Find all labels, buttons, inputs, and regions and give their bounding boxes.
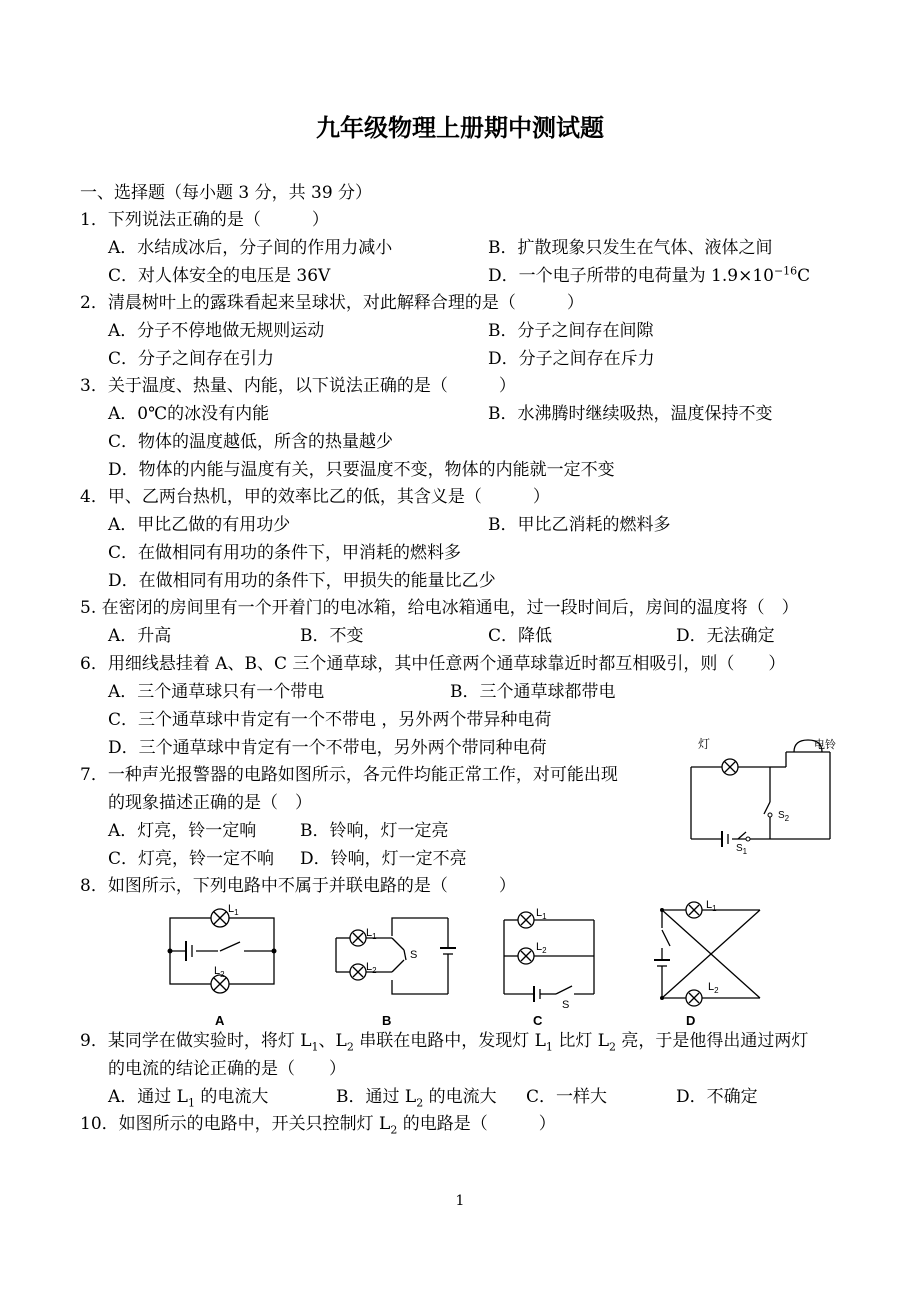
q3-option-b: B．水沸腾时继续吸热，温度保持不变 [488,404,773,424]
fig7-s1-label: $S_1$ [736,843,748,856]
b-switch-label: S [410,949,418,961]
q5-option-d: D．无法确定 [676,626,775,646]
q4-option-b: B．甲比乙消耗的燃料多 [488,515,671,535]
page-title: 九年级物理上册期中测试题 [316,114,604,142]
q5-option-c: C．降低 [488,626,553,646]
q3-option-c: C．物体的温度越低，所含的热量越少 [108,432,394,452]
q1-option-a: A．水结成冰后，分子间的作用力减小 [108,238,393,258]
a-l2-label: $L_2$ [214,965,225,979]
q10-stem: 10．如图所示的电路中，开关只控制灯 $L_2$ 的电路是（ ） [80,1114,556,1137]
q1-option-d: D．一个电子所带的电荷量为 $1.9\times 10^{-16}C$ [488,264,811,286]
q1-option-b: B．扩散现象只发生在气体、液体之间 [488,238,773,258]
q2-option-d: D．分子之间存在斥力 [488,349,655,369]
circuit-a [170,909,274,993]
q2-option-b: B．分子之间存在间隙 [488,321,654,341]
q9-stem-continued: 的电流的结论正确的是（ ） [108,1059,346,1079]
q6-option-d: D．三个通草球中肯定有一个不带电，另外两个带同种电荷 [108,738,547,758]
q3-option-a: A．0℃的冰没有内能 [108,404,270,424]
label-b: B [382,1013,392,1028]
q6-stem: 6．用细线悬挂着 A、B、C 三个通草球，其中任意两个通草球靠近时都互相吸引，则（ ） [80,654,786,674]
circuit-c [504,912,594,1002]
circuit-b [336,918,456,994]
q9-option-a: A．通过 $L_1$ 的电流大 [108,1087,269,1110]
q5-option-a: A．升高 [108,626,172,646]
q3-option-d: D．物体的内能与温度有关，只要温度不变，物体的内能就一定不变 [108,460,615,480]
fig7-lamp-label: 灯 [698,737,711,751]
c-l2-label: $L_2$ [536,941,547,955]
q4-option-a: A．甲比乙做的有用功少 [108,515,291,535]
a-l1-label: $L_1$ [228,903,239,917]
q9-option-d: D．不确定 [676,1087,758,1107]
q2-stem: 2．清晨树叶上的露珠看起来呈球状，对此解释合理的是（ ） [80,293,584,313]
q6-option-c: C．三个通草球中肯定有一个不带电 ，另外两个带异种电荷 [108,710,552,730]
q6-option-a: A．三个通草球只有一个带电 [108,682,325,702]
q7-circuit-figure [688,734,848,856]
d-l2-label: $L_2$ [708,981,719,995]
q5-stem: 5. 在密闭的房间里有一个开着门的电冰箱，给电冰箱通电，过一段时间后，房间的温度将（ ） [80,598,799,618]
label-d: D [686,1013,696,1028]
q3-stem: 3．关于温度、热量、内能，以下说法正确的是（ ） [80,376,516,396]
q4-option-c: C．在做相同有用功的条件下，甲消耗的燃料多 [108,543,462,563]
q2-option-a: A．分子不停地做无规则运动 [108,321,325,341]
q9-option-b: B．通过 $L_2$ 的电流大 [336,1087,497,1110]
q5-option-b: B．不变 [300,626,364,646]
q6-option-b: B．三个通草球都带电 [450,682,616,702]
circuit-d [654,902,760,1006]
c-l1-label: $L_1$ [536,907,547,921]
d-l1-label: $L_1$ [706,899,717,913]
q4-option-d: D．在做相同有用功的条件下，甲损失的能量比乙少 [108,571,496,591]
fig7-bell-label: 电铃 [814,739,836,751]
q8-circuit-figures [160,898,860,1028]
b-l2-label: $L_2$ [366,961,377,975]
page-number: 1 [455,1193,465,1209]
q1-stem: 1．下列说法正确的是（ ） [80,210,329,230]
label-a: A [215,1013,225,1028]
c-switch-label: S [562,999,570,1011]
section-heading: 一、选择题（每小题 3 分，共 39 分） [80,183,373,203]
q7-option-d: D．铃响，灯一定不亮 [300,849,467,869]
q7-option-a: A．灯亮，铃一定响 [108,821,257,841]
q7-option-c: C．灯亮，铃一定不响 [108,849,275,869]
q8-stem: 8．如图所示，下列电路中不属于并联电路的是（ ） [80,876,516,896]
label-c: C [533,1013,543,1028]
q9-option-c: C．一样大 [526,1087,608,1107]
q1-option-c: C．对人体安全的电压是 36V [108,266,331,286]
fig7-s2-label: $S_2$ [778,810,790,823]
q2-option-c: C．分子之间存在引力 [108,349,275,369]
q7-stem: 7．一种声光报警器的电路如图所示，各元件均能正常工作，对可能出现 [80,765,618,785]
b-l1-label: $L_1$ [366,927,377,941]
q7-stem-continued: 的现象描述正确的是（ ） [108,793,312,813]
q4-stem: 4．甲、乙两台热机，甲的效率比乙的低，其含义是（ ） [80,487,550,507]
q7-option-b: B．铃响，灯一定亮 [300,821,449,841]
q9-stem: 9．某同学在做实验时，将灯 $L_1$、$L_2$ 串联在电路中，发现灯 $L_1$ 比灯 $L_2$ 亮，于是他得出通过两灯 [80,1031,809,1054]
